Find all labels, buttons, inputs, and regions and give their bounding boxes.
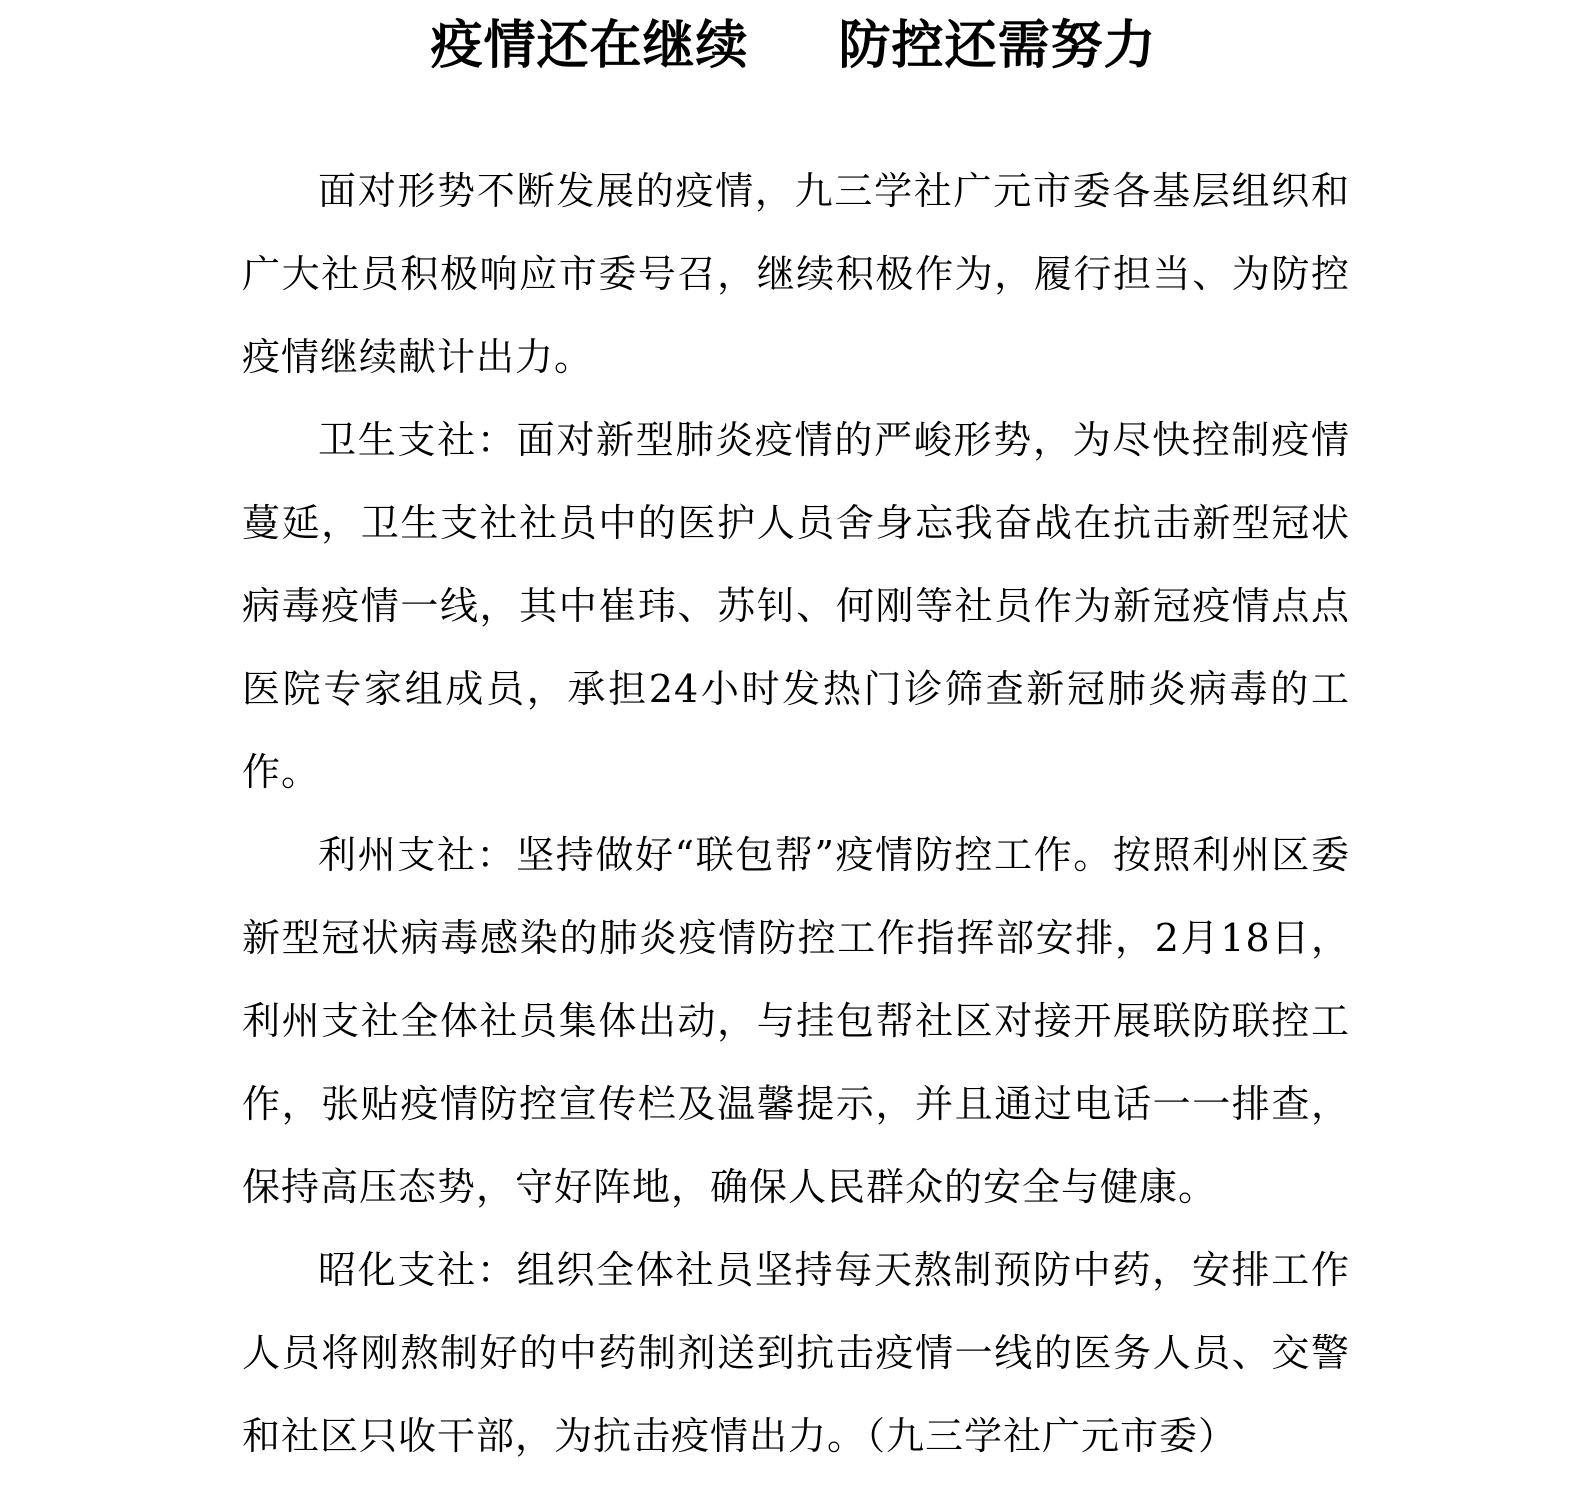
paragraph-lizhou-branch: 利州支社：坚持做好“联包帮”疫情防控工作。按照利州区委新型冠状病毒感染的肺炎疫情防控工作指挥部安排，2月18日，利州支社全体社员集体出动，与挂包帮社区对接开展联防联控工作，张贴疫情防控宣传栏及温馨提示，并且通过电话一一排查，保持高压态势，守好阵地，确保人民群众的安全与健康。 [242, 833, 1350, 1209]
paragraph-zhaohua-branch: 昭化支社：组织全体社员坚持每天熬制预防中药，安排工作人员将刚熬制好的中药制剂送到抗击疫情一线的医务人员、交警和社区只收干部，为抗击疫情出力。（九三学社广元市委） [242, 1248, 1350, 1458]
paragraph-intro: 面对形势不断发展的疫情，九三学社广元市委各基层组织和广大社员积极响应市委号召，继续积极作为，履行担当、为防控疫情继续献计出力。 [242, 169, 1350, 379]
title-part-1: 疫情还在继续 [430, 16, 749, 76]
paragraph-weisheng-branch: 卫生支社：面对新型肺炎疫情的严峻形势，为尽快控制疫情蔓延，卫生支社社员中的医护人员舍身忘我奋战在抗击新型冠状病毒疫情一线，其中崔玮、苏钊、何刚等社员作为新冠疫情点点医院专家组成员，承担24小时发热门诊筛查新冠肺炎病毒的工作。 [242, 418, 1350, 794]
page-title [0, 8, 1587, 84]
article-body [242, 150, 1350, 1478]
title-part-2: 防控还需努力 [838, 16, 1157, 76]
